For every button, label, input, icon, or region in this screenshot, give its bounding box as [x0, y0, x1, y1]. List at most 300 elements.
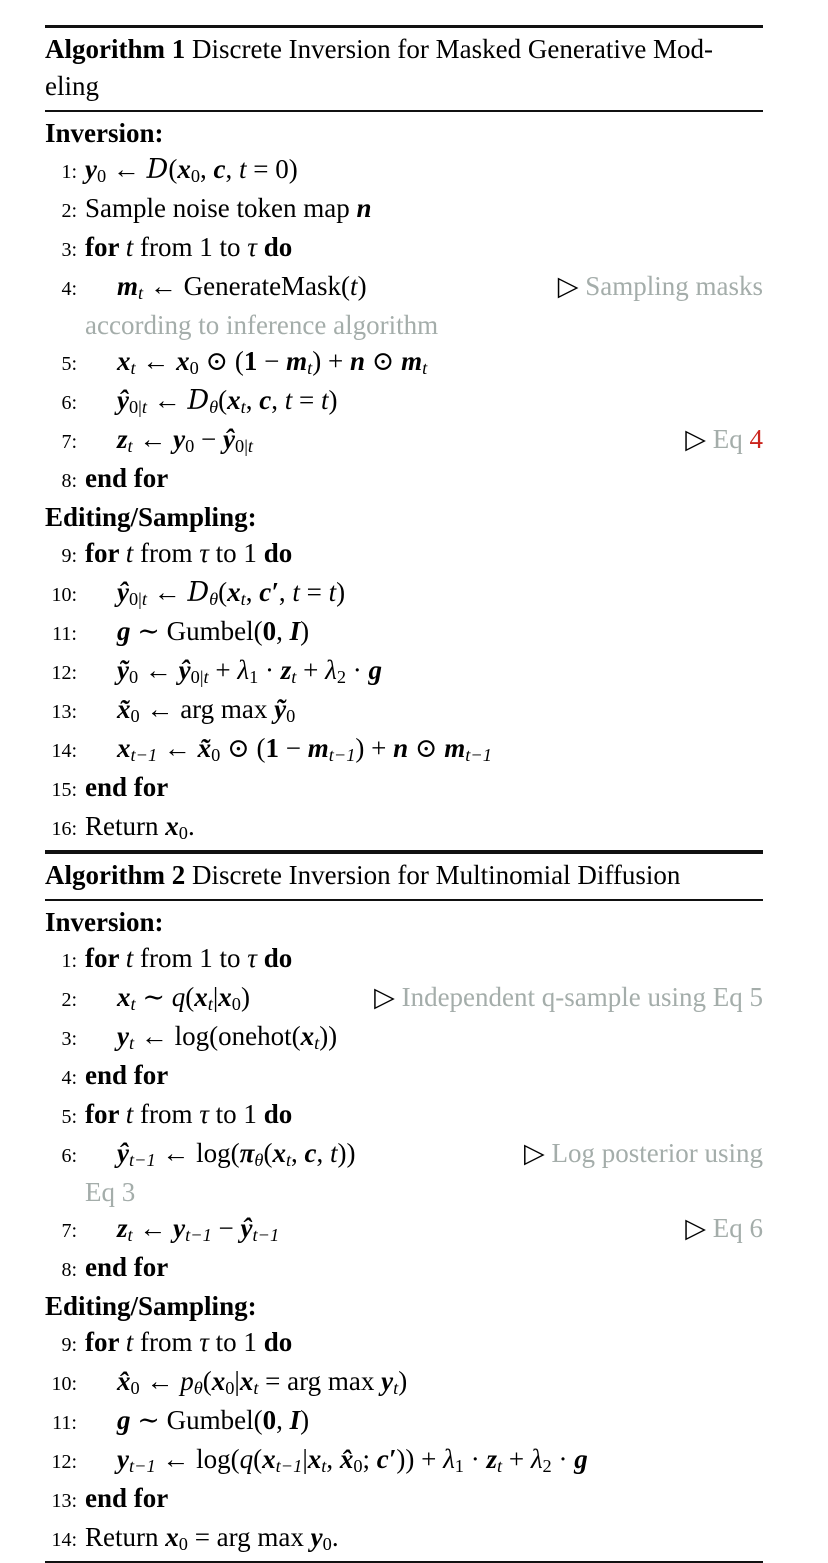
text-segment: m	[444, 733, 466, 763]
math-subscript: 0|	[128, 589, 142, 610]
text-segment: ŷ	[117, 577, 129, 607]
text-segment: to 1	[208, 538, 264, 568]
math-subscript: t−1	[130, 745, 158, 766]
text-segment: D	[187, 385, 210, 416]
line-content	[85, 1363, 763, 1399]
text-segment: ←	[132, 1213, 174, 1243]
line-number: 12:	[51, 662, 77, 684]
text-segment: =	[299, 577, 329, 607]
text-segment: Editing/Sampling:	[45, 1291, 257, 1321]
text-segment: τ	[199, 1327, 209, 1357]
text-segment: for	[85, 1099, 126, 1129]
text-segment: x	[218, 982, 232, 1012]
text-segment: Return	[85, 1522, 166, 1552]
text-segment: τ	[199, 1099, 209, 1129]
line-content	[85, 307, 763, 343]
line-number: 10:	[51, 584, 77, 606]
line-content	[85, 652, 763, 688]
text-segment: do	[263, 943, 293, 973]
section-heading	[45, 904, 763, 940]
statement	[117, 382, 338, 419]
text-segment: (	[202, 1366, 212, 1396]
text-segment	[257, 232, 264, 262]
math-subscript: t−1	[275, 1456, 303, 1477]
math-subscript: 0	[286, 706, 296, 727]
text-segment	[129, 1150, 156, 1170]
text-segment	[286, 706, 295, 726]
math-subscript: 0	[178, 823, 188, 844]
text-segment: t	[125, 232, 134, 262]
text-segment: eling	[45, 71, 99, 101]
text-segment: −	[278, 733, 308, 763]
text-segment: t	[125, 943, 134, 973]
comment-text: Eq 6	[712, 1213, 763, 1243]
line-content	[85, 1174, 763, 1210]
text-segment: n	[393, 733, 409, 763]
section-heading	[45, 115, 763, 151]
text-segment: t	[292, 577, 300, 607]
text-segment: = arg max	[187, 1522, 311, 1552]
text-segment: c	[259, 385, 272, 415]
text-segment: ∼	[135, 982, 172, 1012]
text-segment: do	[263, 1099, 293, 1129]
text-segment: x	[211, 1366, 226, 1396]
text-segment: x	[227, 577, 241, 607]
math-subscript: t	[240, 589, 246, 610]
text-segment: x	[165, 1522, 179, 1552]
math-subscript: t	[127, 1225, 133, 1246]
statement	[85, 1174, 135, 1210]
line-number: 4:	[61, 1067, 77, 1089]
statement	[117, 1135, 356, 1171]
text-segment: ← arg max	[139, 694, 275, 724]
algorithm-line	[45, 1363, 763, 1402]
line-number: 9:	[61, 545, 77, 567]
algorithm-line	[45, 808, 763, 847]
text-segment: ·	[463, 1444, 487, 1474]
math-subscript: 1	[454, 1456, 464, 1477]
text-segment: from 1 to	[133, 943, 248, 973]
line-number: 3:	[61, 239, 77, 261]
math-subscript: t	[307, 358, 313, 379]
text-segment: D	[187, 577, 210, 608]
text-segment: Discrete Inversion for Multinomial Diffusion	[185, 860, 681, 890]
text-segment: y	[310, 1522, 323, 1552]
math-subscript: t	[138, 283, 144, 304]
text-segment: ŷ	[223, 424, 236, 454]
text-segment: t	[125, 1099, 134, 1129]
line-number: 13:	[51, 701, 77, 723]
text-segment: )	[240, 982, 250, 1012]
text-segment: x	[262, 1444, 276, 1474]
text-segment: (	[185, 982, 195, 1012]
math-subscript: t	[321, 1456, 327, 1477]
text-segment: ▷	[374, 982, 402, 1012]
math-subscript: 0	[185, 436, 195, 457]
text-segment: ∼ Gumbel(	[130, 616, 263, 646]
algorithm-2	[45, 851, 763, 1563]
text-segment	[422, 358, 427, 378]
text-segment: )	[357, 271, 367, 301]
statement	[85, 940, 292, 976]
text-segment: λ	[530, 1444, 543, 1474]
algorithm-line	[45, 151, 763, 190]
algorithm-2-body	[45, 901, 763, 1561]
statement	[85, 1519, 339, 1555]
line-number: 7:	[61, 431, 77, 453]
line-content	[85, 1480, 763, 1516]
text-segment	[465, 745, 492, 765]
statement	[117, 574, 345, 611]
text-segment	[185, 1225, 212, 1245]
text-segment: ,	[271, 385, 285, 415]
line-number: 7:	[61, 1220, 77, 1242]
text-segment: )	[300, 1405, 310, 1435]
line-number: 15:	[51, 779, 77, 801]
algorithm-1	[45, 25, 763, 852]
math-subscript: 0	[231, 994, 241, 1015]
line-content	[85, 190, 763, 226]
text-segment: t	[239, 154, 247, 184]
text-segment: ·	[258, 655, 281, 685]
text-segment: n	[350, 346, 366, 376]
line-number: 6:	[61, 392, 77, 414]
text-segment	[185, 436, 194, 456]
text-segment: |	[212, 982, 219, 1012]
text-segment: ŷ	[240, 1213, 253, 1243]
text-segment: q	[171, 982, 186, 1012]
line-number: 5:	[61, 353, 77, 375]
statement	[117, 730, 492, 766]
text-segment	[337, 667, 346, 687]
math-subscript: 2	[542, 1456, 552, 1477]
text-segment: end for	[85, 772, 169, 802]
text-segment: ,	[276, 1405, 290, 1435]
text-segment	[253, 1225, 280, 1245]
text-segment: y	[117, 1444, 129, 1474]
text-segment: Algorithm 1	[45, 34, 186, 64]
text-segment: x	[117, 733, 131, 763]
statement	[85, 808, 195, 844]
text-segment: from 1 to	[133, 232, 248, 262]
line-content	[85, 382, 763, 419]
statement	[85, 190, 371, 226]
line-content	[85, 769, 763, 805]
algorithm-line	[45, 574, 763, 613]
text-segment: ▷	[685, 1213, 713, 1243]
text-segment: x	[307, 1444, 322, 1474]
math-subscript: 0	[225, 1378, 235, 1399]
text-segment: ,	[225, 154, 239, 184]
text-segment: D	[146, 154, 169, 185]
statement	[85, 307, 438, 343]
text-segment: Algorithm 2	[45, 860, 186, 890]
line-number: 4:	[61, 278, 77, 300]
text-segment: ←	[132, 424, 174, 454]
line-content	[85, 691, 763, 727]
text-segment: ← log(onehot(	[134, 1021, 301, 1051]
line-content	[85, 229, 763, 265]
comment-text: Log posterior using	[551, 1138, 763, 1168]
math-subscript: θ	[193, 1378, 203, 1399]
eq-ref-link[interactable]: 4	[749, 424, 763, 454]
algorithm-line	[45, 652, 763, 691]
text-segment: ·	[346, 655, 369, 685]
text-segment: g	[117, 1405, 131, 1435]
line-number: 16:	[51, 818, 77, 840]
text-segment: = 0)	[246, 154, 298, 184]
text-segment	[248, 436, 253, 456]
math-subscript: 0|	[235, 436, 248, 457]
statement	[85, 1057, 168, 1093]
text-segment: end for	[85, 463, 169, 493]
text-segment: for	[85, 538, 126, 568]
line-number: 14:	[51, 740, 77, 762]
text-segment: π	[239, 1138, 255, 1168]
text-segment: x	[300, 1021, 315, 1051]
text-segment: Sample noise token map	[85, 193, 357, 223]
statement	[117, 652, 382, 688]
math-subscript: t	[247, 436, 253, 457]
text-segment: from	[133, 538, 200, 568]
math-subscript: 0	[189, 358, 199, 379]
math-subscript: t	[285, 1150, 292, 1171]
text-segment: y	[85, 154, 97, 184]
text-segment: z	[280, 655, 292, 685]
line-number: 3:	[61, 1028, 77, 1050]
text-segment: )	[328, 385, 338, 415]
math-subscript: t−1	[328, 745, 356, 766]
text-segment: ,	[200, 154, 214, 184]
text-segment: 0	[262, 1405, 277, 1435]
line-content	[85, 1210, 763, 1246]
comment-continuation-line	[45, 307, 763, 343]
algorithm-line	[45, 1135, 763, 1174]
text-segment: = arg max	[258, 1366, 382, 1396]
text-segment: m	[286, 346, 308, 376]
algorithm-1-body	[45, 112, 763, 850]
text-segment: y	[381, 1366, 394, 1396]
text-segment: 1	[243, 346, 258, 376]
text-segment: ;	[362, 1444, 377, 1474]
algorithm-line	[45, 769, 763, 808]
text-segment: +	[208, 655, 238, 685]
text-segment: ←	[138, 655, 179, 685]
math-subscript: 2	[336, 667, 346, 688]
math-subscript: t	[203, 667, 209, 688]
text-segment: ′	[271, 577, 279, 607]
math-subscript: t	[141, 589, 147, 610]
math-subscript: θ	[209, 397, 219, 418]
math-subscript: t	[130, 994, 136, 1015]
text-segment: end for	[85, 1252, 169, 1282]
text-segment: ))	[337, 1138, 356, 1168]
line-content	[85, 1135, 763, 1171]
math-subscript: 0	[128, 667, 139, 688]
text-segment: 1	[265, 733, 279, 763]
text-segment: x	[176, 346, 190, 376]
statement	[85, 769, 168, 805]
text-segment: do	[263, 1327, 293, 1357]
text-segment: ,	[245, 577, 260, 607]
text-segment: x	[117, 982, 131, 1012]
text-segment: λ	[237, 655, 250, 685]
line-number: 10:	[51, 1373, 77, 1395]
text-segment	[323, 1534, 332, 1554]
text-segment: (	[253, 1444, 263, 1474]
line-content	[85, 1249, 763, 1285]
text-segment: m	[117, 271, 139, 301]
text-segment: ) +	[355, 733, 394, 763]
text-segment	[249, 667, 258, 687]
text-segment: end for	[85, 1483, 169, 1513]
line-number: 14:	[51, 1529, 77, 1551]
statement	[117, 979, 250, 1015]
text-segment: x	[117, 346, 131, 376]
text-segment: m	[307, 733, 329, 763]
text-segment: t	[284, 385, 293, 415]
line-number: 6:	[61, 1145, 77, 1167]
math-subscript: t	[497, 1456, 503, 1477]
algorithm-line	[45, 1057, 763, 1096]
text-segment: ,	[278, 577, 293, 607]
text-segment	[353, 1456, 362, 1476]
statement	[85, 1480, 168, 1516]
text-segment: do	[263, 232, 293, 262]
text-segment: to 1	[208, 1099, 264, 1129]
line-content	[85, 268, 763, 304]
line-content	[85, 1096, 763, 1132]
text-segment	[131, 706, 140, 726]
text-segment: )	[398, 1366, 408, 1396]
inline-comment	[374, 979, 763, 1015]
comment-text: Eq	[712, 424, 750, 454]
text-segment: t	[350, 271, 358, 301]
text-segment	[129, 589, 142, 609]
text-segment: Inversion:	[45, 907, 164, 937]
text-segment: +	[296, 655, 326, 685]
text-segment: ·	[551, 1444, 575, 1474]
line-content	[85, 421, 763, 457]
math-subscript: 0|	[190, 667, 204, 688]
line-content	[85, 940, 763, 976]
text-segment: z	[117, 424, 128, 454]
algorithm-line	[45, 730, 763, 769]
statement	[85, 229, 292, 265]
section-heading	[45, 1288, 763, 1324]
line-number: 8:	[61, 470, 77, 492]
text-segment: (	[218, 577, 228, 607]
line-number: 2:	[61, 200, 77, 222]
text-segment: end for	[85, 1060, 169, 1090]
text-segment	[276, 1456, 303, 1476]
text-segment	[257, 943, 264, 973]
text-segment: τ	[199, 538, 209, 568]
text-segment: c	[213, 154, 226, 184]
text-segment: for	[85, 943, 126, 973]
math-subscript: t−1	[128, 1150, 156, 1171]
algorithm-line	[45, 1519, 763, 1558]
math-subscript: 0	[178, 1534, 188, 1555]
text-segment: t	[125, 538, 134, 568]
math-subscript: t	[253, 1378, 259, 1399]
algorithm-line	[45, 1249, 763, 1288]
text-segment: (	[263, 1138, 273, 1168]
statement	[117, 1363, 407, 1399]
text-segment: x̂	[339, 1444, 354, 1474]
text-segment: z	[486, 1444, 497, 1474]
line-number: 5:	[61, 1106, 77, 1128]
algorithm-line	[45, 1096, 763, 1135]
inline-comment	[524, 1135, 763, 1171]
inline-comment	[685, 421, 763, 457]
text-segment	[209, 589, 218, 609]
algorithm-line	[45, 190, 763, 229]
text-segment: x	[177, 154, 191, 184]
text-segment: y	[173, 1213, 186, 1243]
line-content	[85, 1441, 763, 1477]
text-segment: ,	[276, 616, 290, 646]
math-subscript: t	[314, 1033, 320, 1054]
text-segment: I	[289, 1405, 301, 1435]
text-segment	[543, 1456, 552, 1476]
math-subscript: t	[422, 358, 428, 379]
math-subscript: t−1	[185, 1225, 212, 1246]
text-segment: ←	[139, 1366, 181, 1396]
text-segment: from	[133, 1099, 200, 1129]
line-content	[85, 535, 763, 571]
text-segment: m	[401, 346, 423, 376]
text-segment: =	[292, 385, 321, 415]
line-content	[85, 730, 763, 766]
algorithm-line	[45, 1480, 763, 1519]
text-segment: z	[117, 1213, 128, 1243]
inline-comment	[685, 1210, 763, 1246]
algorithm-line	[45, 268, 763, 307]
math-subscript: 0	[130, 1378, 140, 1399]
inline-comment	[558, 268, 763, 304]
text-segment: −	[211, 1213, 241, 1243]
line-content	[85, 808, 763, 844]
text-segment: 0	[262, 616, 277, 646]
text-segment: for	[85, 1327, 126, 1357]
text-segment: ,	[316, 1138, 331, 1168]
text-segment	[131, 745, 158, 765]
text-segment: ▷	[524, 1138, 552, 1168]
text-segment: x	[227, 385, 241, 415]
text-segment: ⊙	[408, 733, 445, 763]
text-segment: λ	[325, 655, 337, 685]
text-segment: p	[180, 1366, 194, 1396]
text-segment	[209, 397, 218, 417]
comment-text: according to inference algorithm	[85, 310, 439, 340]
text-segment	[179, 823, 188, 843]
text-segment: ,	[326, 1444, 340, 1474]
math-subscript: t	[128, 1033, 135, 1054]
text-segment: −	[194, 424, 224, 454]
math-subscript: 0	[322, 1534, 332, 1555]
statement	[85, 535, 292, 571]
algorithm-line	[45, 1402, 763, 1441]
line-number: 2:	[61, 989, 77, 1011]
text-segment: ))	[319, 1021, 338, 1051]
statement	[117, 421, 253, 457]
text-segment: c	[259, 577, 272, 607]
math-subscript: 0	[353, 1456, 363, 1477]
text-segment: for	[85, 232, 126, 262]
text-segment: .	[331, 1522, 339, 1552]
algorithm-line	[45, 1018, 763, 1057]
